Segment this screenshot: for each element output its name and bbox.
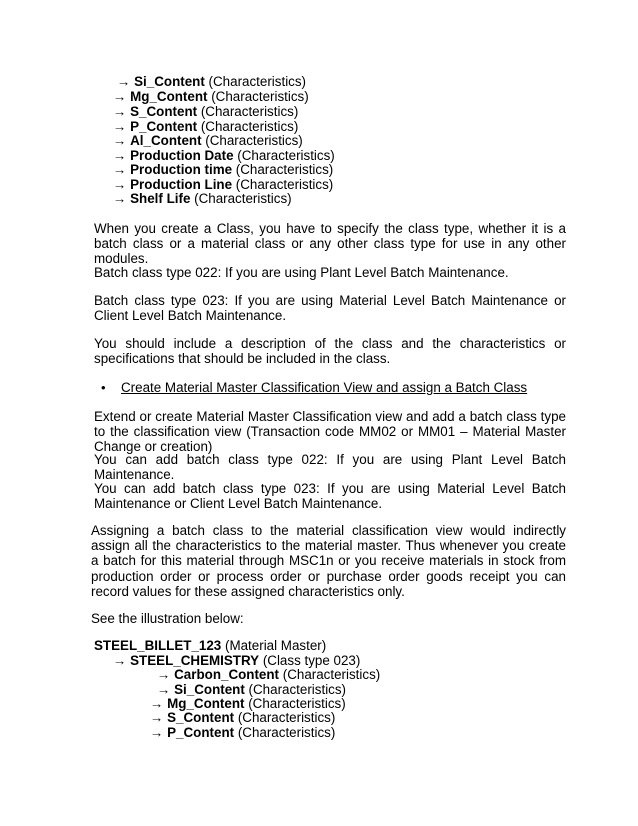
arrow-icon: → bbox=[150, 710, 164, 725]
list-item: → Production Line (Characteristics) bbox=[113, 177, 334, 192]
arrow-icon: → bbox=[113, 148, 127, 163]
list-item: → S_Content (Characteristics) bbox=[113, 104, 299, 119]
arrow-icon: → bbox=[113, 89, 127, 104]
paragraph-see-illustration: See the illustration below: bbox=[91, 611, 244, 626]
list-item: → Carbon_Content (Characteristics) bbox=[157, 667, 381, 682]
paragraph-description: You should include a description of the class and the characteristics or specifications that should be included in the class. bbox=[94, 336, 566, 367]
list-item: → P_Content (Characteristics) bbox=[150, 725, 336, 740]
list-item: → Si_Content (Characteristics) bbox=[117, 74, 307, 89]
list-item: → P_Content (Characteristics) bbox=[113, 119, 299, 134]
paragraph-023: Batch class type 023: If you are using Material Level Batch Maintenance or Client Level Batch Maintenance. bbox=[94, 293, 566, 324]
bullet-icon: • bbox=[101, 380, 106, 395]
arrow-icon: → bbox=[113, 191, 127, 206]
arrow-icon: → bbox=[150, 696, 164, 711]
paragraph-assigning: Assigning a batch class to the material classification view would indirectly assign all the characteristics to the material master. Thus whenever you create a batch for this material through MSC1n or you receive materials in stock from production order or process order or purchase order goods receipt you can record values for these assigned characteristics only. bbox=[91, 523, 566, 599]
class-line: → STEEL_CHEMISTRY (Class type 023) bbox=[113, 653, 361, 668]
paragraph-022: Batch class type 022: If you are using Plant Level Batch Maintenance. bbox=[94, 265, 509, 280]
arrow-icon: → bbox=[150, 725, 164, 740]
arrow-icon: → bbox=[157, 667, 171, 682]
arrow-icon: → bbox=[113, 177, 127, 192]
list-item: → Mg_Content (Characteristics) bbox=[113, 89, 309, 104]
list-item: → Al_Content (Characteristics) bbox=[113, 133, 303, 148]
arrow-icon: → bbox=[113, 133, 127, 148]
paragraph-extend: Extend or create Material Master Classification view and add a batch class type to the classification view (Transaction code MM02 or MM01 – Material Master Change or creation) bbox=[94, 409, 566, 455]
section-heading-link[interactable]: Create Material Master Classification View and assign a Batch Class bbox=[121, 380, 528, 395]
arrow-icon: → bbox=[157, 682, 171, 697]
list-item: → Mg_Content (Characteristics) bbox=[150, 696, 346, 711]
list-item: → Si_Content (Characteristics) bbox=[157, 682, 347, 697]
paragraph-022-add: You can add batch class type 022: If you are using Plant Level Batch Maintenance. bbox=[94, 452, 566, 483]
list-item: → Shelf Life (Characteristics) bbox=[113, 191, 292, 206]
material-master-line: STEEL_BILLET_123 (Material Master) bbox=[94, 638, 327, 653]
arrow-icon: → bbox=[113, 119, 127, 134]
arrow-icon: → bbox=[113, 104, 127, 119]
paragraph-023-add: You can add batch class type 023: If you are using Material Level Batch Maintenance or Client Level Batch Maintenance. bbox=[94, 481, 566, 512]
arrow-icon: → bbox=[117, 74, 131, 89]
list-item: → Production Date (Characteristics) bbox=[113, 148, 335, 163]
arrow-icon: → bbox=[113, 653, 127, 668]
list-item: → Production time (Characteristics) bbox=[113, 162, 334, 177]
list-item: → S_Content (Characteristics) bbox=[150, 710, 336, 725]
paragraph-class-type: When you create a Class, you have to specify the class type, whether it is a batch class or a material class or any other class type for use in any other modules. bbox=[94, 221, 566, 267]
arrow-icon: → bbox=[113, 162, 127, 177]
